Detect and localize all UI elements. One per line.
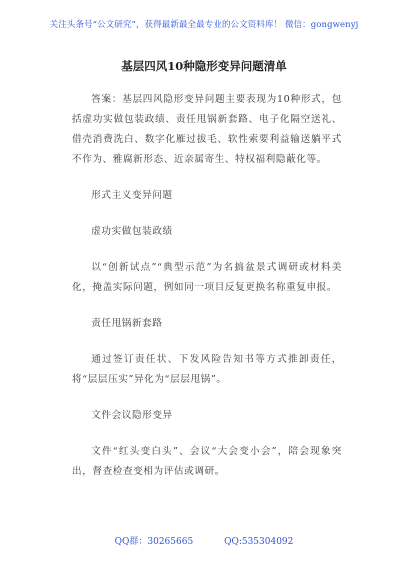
subsection-heading: 文件会议隐形变异 <box>91 410 173 421</box>
answer-paragraph: 答案：基层四风隐形变异问题主要表现为10种形式，包括虚功实做包装政绩、责任甩锅新套路、电子化隔空送礼、借壳消费洗白、数字化雁过拔毛、软性索要利益输送躺平式不作为、雅腐新形态、近亲属寄生、特权福利隐蔽化等。 <box>72 94 342 165</box>
document-body <box>72 90 342 482</box>
footer-qq: QQ:535304092 <box>224 537 294 547</box>
subsection-heading: 虚功实做包装政绩 <box>91 226 173 237</box>
section-heading: 形式主义变异问题 <box>91 190 173 201</box>
body-paragraph: 文件“红头变白头”、会议“大会变小会”，陪会现象突出，督查检查变相为评估或调研。 <box>72 446 342 477</box>
document-title: 基层四风10种隐形变异问题清单 <box>121 59 287 73</box>
body-paragraph: 以“创新试点”“典型示范”为名搞盆景式调研或材料美化，掩盖实际问题，例如同一项目反复更换名称重复申报。 <box>72 262 342 293</box>
body-paragraph: 通过签订责任状、下发风险告知书等方式推卸责任，将“层层压实”异化为“层层甩锅”。 <box>72 354 342 385</box>
footer-qq-group: QQ群：30265665 <box>114 537 194 547</box>
subsection-heading: 责任甩锅新套路 <box>91 318 163 329</box>
footer-contact <box>0 534 408 547</box>
header-note: 关注头条号“公文研究”，获得最新最全最专业的公文资料库！ 微信：gongwenyj <box>49 20 359 30</box>
